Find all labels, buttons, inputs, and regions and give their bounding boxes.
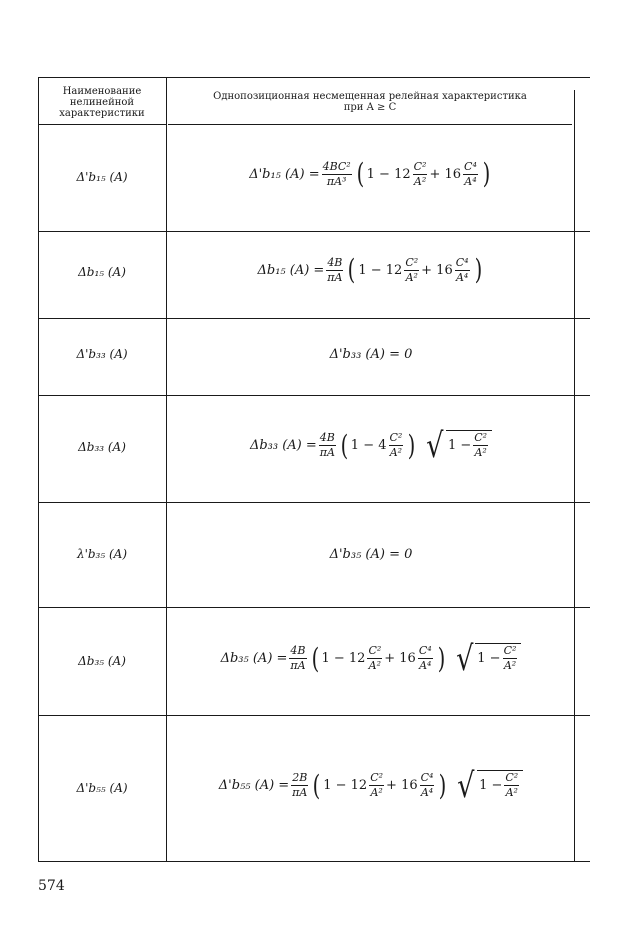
term: 1 − 12 bbox=[366, 166, 411, 182]
formula-lhs: Δ'b₁₅ (A) = bbox=[249, 166, 320, 182]
row-rule-4 bbox=[38, 502, 590, 503]
right-paren: ) bbox=[407, 428, 416, 462]
right-paren: ) bbox=[474, 253, 482, 286]
left-paren: ( bbox=[312, 768, 321, 802]
row-6-formula bbox=[168, 639, 574, 679]
term: 1 − 12 bbox=[323, 778, 368, 793]
left-paren: ( bbox=[356, 157, 365, 190]
row-rule-2 bbox=[38, 318, 590, 319]
row-5-name: λ'b₃₅ (A) bbox=[76, 547, 128, 561]
term: + 16 bbox=[421, 262, 453, 278]
formula-lhs: Δb₁₅ (A) = bbox=[257, 262, 325, 278]
fraction: $\frac{\text{C⁴}}{\text{A⁴}}$ bbox=[418, 644, 432, 672]
fraction: $\frac{\text{C⁴}}{\text{A⁴}}$ bbox=[420, 771, 434, 799]
row-4-formula bbox=[168, 426, 574, 466]
row-3-formula: Δ'b₃₃ (A) = 0 bbox=[329, 347, 413, 362]
term: 1 − 4 bbox=[350, 438, 387, 453]
fraction: $\frac{\text{C⁴}}{\text{A⁴}}$ bbox=[464, 159, 477, 188]
header-formula-column bbox=[170, 91, 570, 113]
term: + 16 bbox=[386, 778, 418, 793]
fraction: $\frac{\text{C²}}{\text{A²}}$ bbox=[389, 431, 403, 459]
row-4-name: Δb₃₃ (A) bbox=[78, 440, 126, 454]
radical-sign: √ bbox=[426, 426, 444, 466]
header-col1-line1: Наименование bbox=[62, 86, 142, 97]
row-7-formula bbox=[168, 766, 574, 806]
radical-sign: √ bbox=[457, 766, 475, 806]
header-left-rule bbox=[38, 124, 166, 125]
row-rule-1 bbox=[38, 231, 590, 232]
fraction: $\frac{\text{C²}}{\text{A²}}$ bbox=[370, 771, 384, 799]
row-6-name: Δb₃₅ (A) bbox=[78, 654, 126, 668]
formula-lhs: Δb₃₃ (A) = bbox=[249, 438, 317, 453]
row-2-name: Δb₁₅ (A) bbox=[78, 265, 126, 279]
radicand: 1 − $\frac{\text{C²}}{\text{A²}}$ bbox=[446, 430, 492, 459]
term: 1 − 12 bbox=[321, 651, 366, 666]
row-5-formula: Δ'b₃₅ (A) = 0 bbox=[329, 547, 413, 562]
column-divider bbox=[166, 77, 167, 861]
table-bottom-rule bbox=[38, 861, 590, 862]
coefficient-fraction: $\frac{4B}{\pi A}$ bbox=[327, 255, 343, 284]
formula-lhs: Δ'b₅₅ (A) = bbox=[218, 778, 290, 793]
square-root bbox=[455, 766, 523, 806]
row-rule-6 bbox=[38, 715, 590, 716]
term: 1 − 12 bbox=[358, 262, 403, 278]
header-col1-line2: нелинейной bbox=[69, 97, 135, 108]
left-paren: ( bbox=[340, 428, 349, 462]
fraction: $\frac{\text{C²}}{\text{A²}}$ bbox=[413, 159, 427, 188]
coefficient-fraction: $\frac{\text{4BC²}}{\text{πA³}}$ bbox=[322, 159, 351, 188]
table-left-border bbox=[38, 77, 39, 861]
header-col2-line2: при A ≥ C bbox=[343, 102, 397, 113]
header-col1-line3: характеристики bbox=[59, 108, 145, 119]
left-paren: ( bbox=[311, 641, 319, 675]
row-3-name: Δ'b₃₃ (A) bbox=[76, 347, 128, 361]
row-2-formula bbox=[168, 253, 574, 286]
table-right-border bbox=[574, 90, 575, 861]
radical-sign: √ bbox=[455, 639, 474, 679]
right-paren: ) bbox=[482, 157, 491, 190]
row-rule-3 bbox=[38, 395, 590, 396]
row-7-name: Δ'b₅₅ (A) bbox=[76, 781, 128, 795]
fraction: $\frac{\text{C⁴}}{\text{A⁴}}$ bbox=[455, 255, 469, 284]
coefficient-fraction: $\frac{2B}{\pi A}$ bbox=[292, 771, 308, 799]
header-right-rule bbox=[168, 124, 572, 125]
header-name-column bbox=[40, 86, 164, 119]
row-1-formula bbox=[168, 157, 574, 190]
table-top-rule bbox=[38, 77, 590, 78]
radicand: 1 − $\frac{\text{C²}}{\text{A²}}$ bbox=[475, 643, 521, 672]
square-root bbox=[424, 426, 492, 466]
header-col2-line1: Однопозиционная несмещенная релейная характеристика bbox=[213, 91, 527, 102]
right-paren: ) bbox=[439, 768, 447, 802]
square-root bbox=[454, 639, 522, 679]
term: + 16 bbox=[429, 166, 462, 182]
coefficient-fraction: $\frac{4B}{\pi A}$ bbox=[290, 644, 306, 672]
row-1-name: Δ'b₁₅ (A) bbox=[76, 170, 128, 184]
coefficient-fraction: $\frac{4B}{\pi A}$ bbox=[319, 431, 335, 459]
page-number: 574 bbox=[38, 878, 65, 894]
row-rule-5 bbox=[38, 607, 590, 608]
right-paren: ) bbox=[437, 641, 445, 675]
fraction: $\frac{\text{C²}}{\text{A²}}$ bbox=[405, 255, 419, 284]
fraction: $\frac{\text{C²}}{\text{A²}}$ bbox=[368, 644, 382, 672]
formula-lhs: Δb₃₅ (A) = bbox=[220, 651, 288, 666]
left-paren: ( bbox=[348, 253, 356, 286]
radicand: 1 − $\frac{\text{C²}}{\text{A²}}$ bbox=[477, 770, 523, 799]
term: + 16 bbox=[384, 651, 416, 666]
